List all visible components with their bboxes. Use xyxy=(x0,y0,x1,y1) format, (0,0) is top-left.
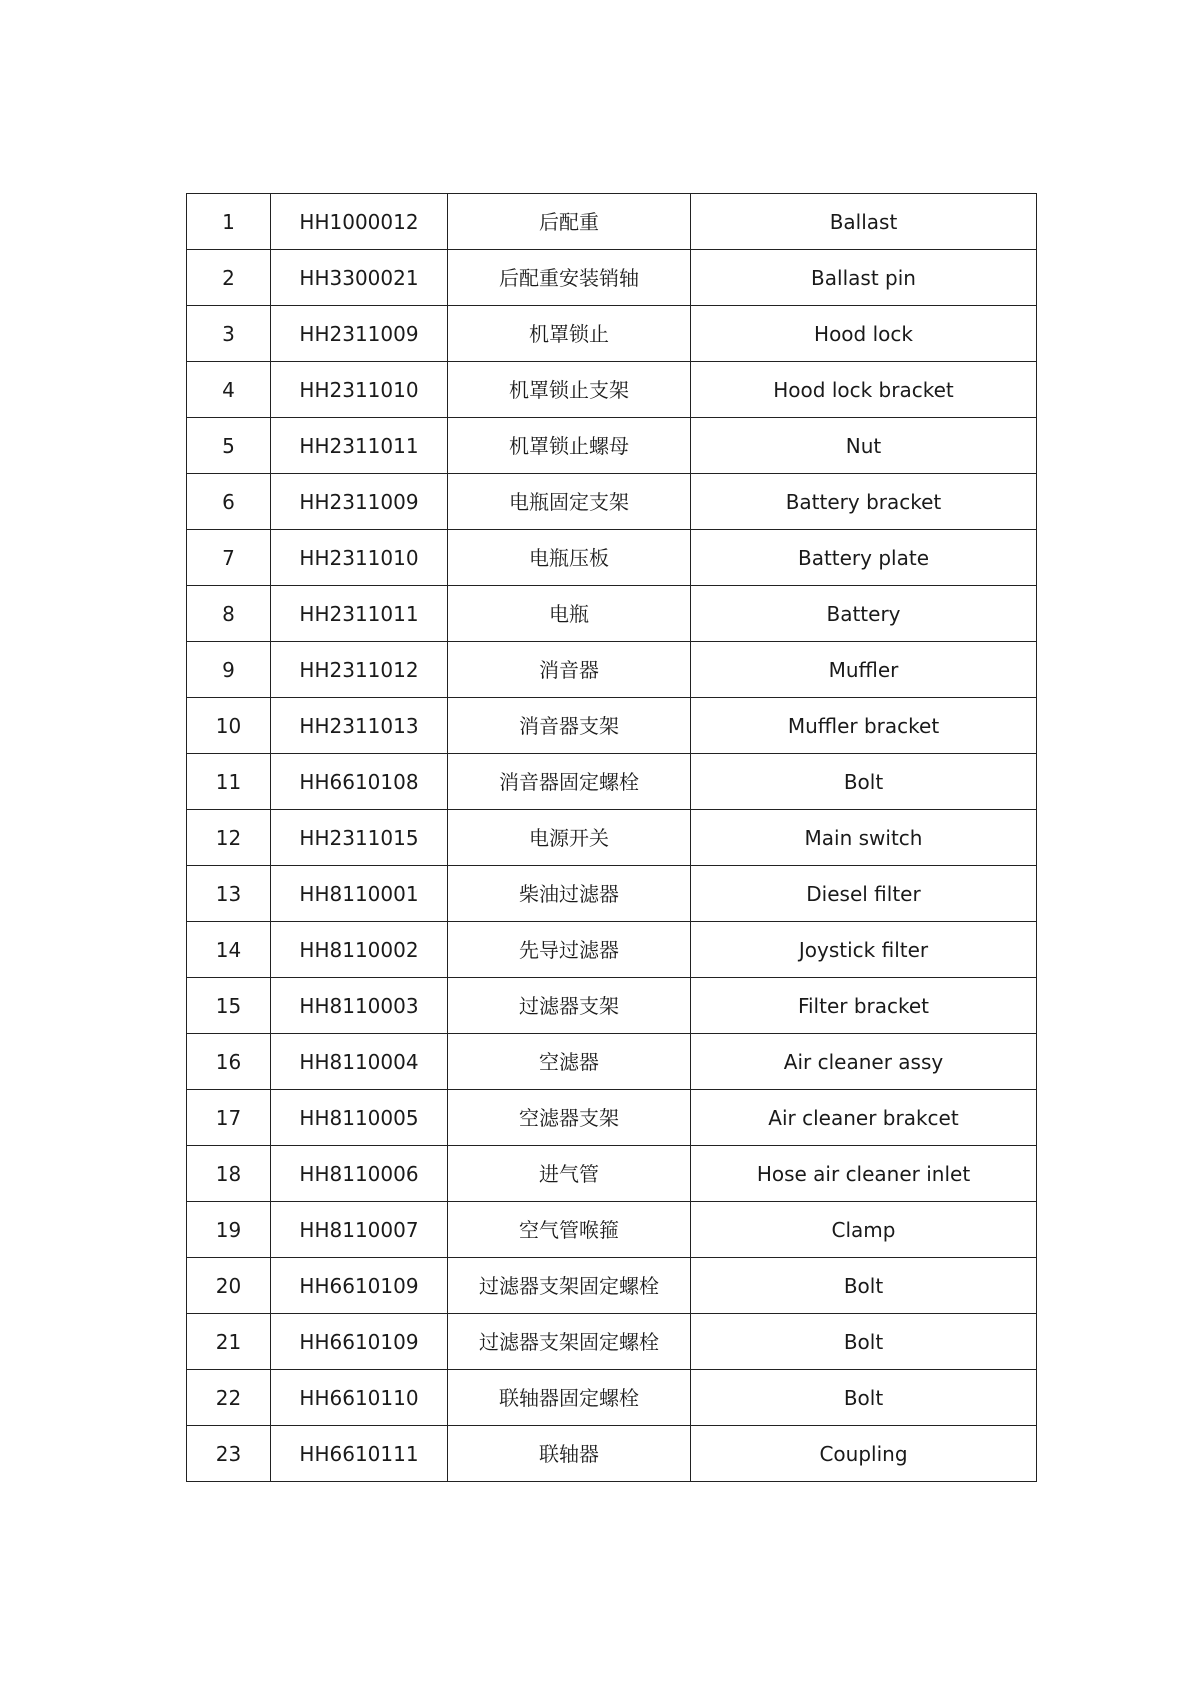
table-row xyxy=(187,530,1037,586)
table-row xyxy=(187,1146,1037,1202)
table-row xyxy=(187,1090,1037,1146)
part-name-cn-cell: 空滤器 xyxy=(448,1034,691,1090)
part-code-cell: HH2311011 xyxy=(271,586,448,642)
part-code-cell: HH2311015 xyxy=(271,810,448,866)
row-number-cell: 13 xyxy=(187,866,271,922)
part-name-en-cell: Main switch xyxy=(691,810,1037,866)
row-number-cell: 4 xyxy=(187,362,271,418)
part-name-cn-cell: 消音器支架 xyxy=(448,698,691,754)
row-number-cell: 21 xyxy=(187,1314,271,1370)
parts-table xyxy=(186,193,1037,1482)
table-row xyxy=(187,754,1037,810)
table-row xyxy=(187,642,1037,698)
table-row xyxy=(187,1202,1037,1258)
part-name-en-cell: Clamp xyxy=(691,1202,1037,1258)
table-row xyxy=(187,922,1037,978)
table-row xyxy=(187,418,1037,474)
part-name-cn-cell: 消音器固定螺栓 xyxy=(448,754,691,810)
part-name-en-cell: Ballast pin xyxy=(691,250,1037,306)
part-code-cell: HH8110006 xyxy=(271,1146,448,1202)
part-name-cn-cell: 空气管喉箍 xyxy=(448,1202,691,1258)
part-name-cn-cell: 空滤器支架 xyxy=(448,1090,691,1146)
row-number-cell: 10 xyxy=(187,698,271,754)
row-number-cell: 16 xyxy=(187,1034,271,1090)
part-name-en-cell: Coupling xyxy=(691,1426,1037,1482)
part-code-cell: HH8110004 xyxy=(271,1034,448,1090)
row-number-cell: 2 xyxy=(187,250,271,306)
part-name-cn-cell: 消音器 xyxy=(448,642,691,698)
table-row xyxy=(187,306,1037,362)
row-number-cell: 9 xyxy=(187,642,271,698)
table-row xyxy=(187,586,1037,642)
part-name-cn-cell: 后配重 xyxy=(448,194,691,250)
row-number-cell: 15 xyxy=(187,978,271,1034)
part-name-cn-cell: 机罩锁止螺母 xyxy=(448,418,691,474)
row-number-cell: 18 xyxy=(187,1146,271,1202)
row-number-cell: 1 xyxy=(187,194,271,250)
part-code-cell: HH2311012 xyxy=(271,642,448,698)
parts-table-body xyxy=(187,194,1037,1482)
part-code-cell: HH6610111 xyxy=(271,1426,448,1482)
part-code-cell: HH2311011 xyxy=(271,418,448,474)
table-row xyxy=(187,250,1037,306)
row-number-cell: 20 xyxy=(187,1258,271,1314)
part-code-cell: HH8110002 xyxy=(271,922,448,978)
row-number-cell: 22 xyxy=(187,1370,271,1426)
part-name-en-cell: Diesel filter xyxy=(691,866,1037,922)
part-name-en-cell: Bolt xyxy=(691,754,1037,810)
part-name-en-cell: Hood lock bracket xyxy=(691,362,1037,418)
row-number-cell: 5 xyxy=(187,418,271,474)
table-row xyxy=(187,698,1037,754)
part-name-en-cell: Air cleaner brakcet xyxy=(691,1090,1037,1146)
part-name-cn-cell: 电瓶固定支架 xyxy=(448,474,691,530)
part-code-cell: HH8110007 xyxy=(271,1202,448,1258)
table-row xyxy=(187,474,1037,530)
part-name-en-cell: Filter bracket xyxy=(691,978,1037,1034)
part-code-cell: HH2311009 xyxy=(271,474,448,530)
table-row xyxy=(187,866,1037,922)
table-row xyxy=(187,362,1037,418)
part-name-en-cell: Air cleaner assy xyxy=(691,1034,1037,1090)
part-name-en-cell: Bolt xyxy=(691,1258,1037,1314)
table-row xyxy=(187,1258,1037,1314)
part-name-en-cell: Battery plate xyxy=(691,530,1037,586)
part-name-cn-cell: 联轴器 xyxy=(448,1426,691,1482)
part-code-cell: HH1000012 xyxy=(271,194,448,250)
part-name-en-cell: Muffler xyxy=(691,642,1037,698)
part-code-cell: HH8110005 xyxy=(271,1090,448,1146)
part-name-cn-cell: 过滤器支架固定螺栓 xyxy=(448,1258,691,1314)
part-code-cell: HH6610110 xyxy=(271,1370,448,1426)
part-name-cn-cell: 过滤器支架固定螺栓 xyxy=(448,1314,691,1370)
table-row xyxy=(187,810,1037,866)
part-name-en-cell: Bolt xyxy=(691,1314,1037,1370)
table-row xyxy=(187,1426,1037,1482)
part-name-cn-cell: 柴油过滤器 xyxy=(448,866,691,922)
part-name-cn-cell: 电源开关 xyxy=(448,810,691,866)
part-code-cell: HH8110003 xyxy=(271,978,448,1034)
row-number-cell: 6 xyxy=(187,474,271,530)
row-number-cell: 19 xyxy=(187,1202,271,1258)
part-name-en-cell: Ballast xyxy=(691,194,1037,250)
part-name-cn-cell: 进气管 xyxy=(448,1146,691,1202)
part-name-en-cell: Battery xyxy=(691,586,1037,642)
row-number-cell: 7 xyxy=(187,530,271,586)
part-name-en-cell: Hood lock xyxy=(691,306,1037,362)
part-name-cn-cell: 联轴器固定螺栓 xyxy=(448,1370,691,1426)
table-row xyxy=(187,194,1037,250)
part-name-en-cell: Muffler bracket xyxy=(691,698,1037,754)
row-number-cell: 3 xyxy=(187,306,271,362)
part-code-cell: HH3300021 xyxy=(271,250,448,306)
part-code-cell: HH2311009 xyxy=(271,306,448,362)
part-code-cell: HH2311010 xyxy=(271,530,448,586)
part-name-cn-cell: 机罩锁止支架 xyxy=(448,362,691,418)
table-row xyxy=(187,978,1037,1034)
table-row xyxy=(187,1370,1037,1426)
part-code-cell: HH2311013 xyxy=(271,698,448,754)
row-number-cell: 12 xyxy=(187,810,271,866)
part-name-cn-cell: 先导过滤器 xyxy=(448,922,691,978)
part-name-en-cell: Joystick filter xyxy=(691,922,1037,978)
part-code-cell: HH8110001 xyxy=(271,866,448,922)
part-code-cell: HH6610108 xyxy=(271,754,448,810)
row-number-cell: 14 xyxy=(187,922,271,978)
row-number-cell: 11 xyxy=(187,754,271,810)
part-name-en-cell: Nut xyxy=(691,418,1037,474)
row-number-cell: 17 xyxy=(187,1090,271,1146)
row-number-cell: 8 xyxy=(187,586,271,642)
part-name-cn-cell: 电瓶压板 xyxy=(448,530,691,586)
part-name-cn-cell: 机罩锁止 xyxy=(448,306,691,362)
row-number-cell: 23 xyxy=(187,1426,271,1482)
table-row xyxy=(187,1034,1037,1090)
part-code-cell: HH2311010 xyxy=(271,362,448,418)
part-name-cn-cell: 电瓶 xyxy=(448,586,691,642)
part-name-en-cell: Battery bracket xyxy=(691,474,1037,530)
part-name-cn-cell: 过滤器支架 xyxy=(448,978,691,1034)
part-code-cell: HH6610109 xyxy=(271,1258,448,1314)
part-name-en-cell: Hose air cleaner inlet xyxy=(691,1146,1037,1202)
part-code-cell: HH6610109 xyxy=(271,1314,448,1370)
part-name-cn-cell: 后配重安装销轴 xyxy=(448,250,691,306)
table-row xyxy=(187,1314,1037,1370)
part-name-en-cell: Bolt xyxy=(691,1370,1037,1426)
